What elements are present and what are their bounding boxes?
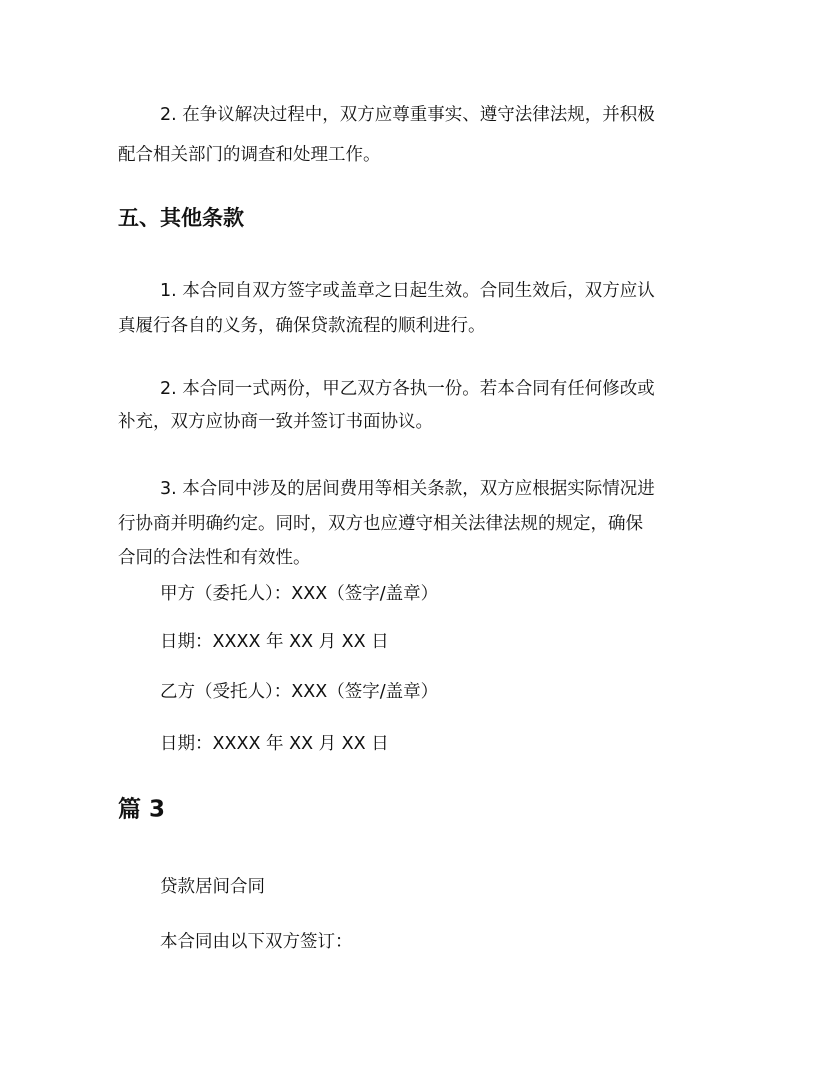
section-heading: 五、其他条款 bbox=[118, 206, 244, 230]
paragraph-line: 行协商并明确约定。同时，双方也应遵守相关法律法规的规定，确保 bbox=[118, 514, 643, 534]
paragraph-line: 3. 本合同中涉及的居间费用等相关条款，双方应根据实际情况进 bbox=[160, 479, 655, 499]
paragraph-line: 真履行各自的义务，确保贷款流程的顺利进行。 bbox=[118, 316, 486, 336]
party-b-date: 日期：XXXX 年 XX 月 XX 日 bbox=[160, 734, 389, 754]
contract-intro: 本合同由以下双方签订： bbox=[160, 932, 353, 952]
paragraph-line: 2. 本合同一式两份，甲乙双方各执一份。若本合同有任何修改或 bbox=[160, 379, 655, 399]
paragraph-line: 2. 在争议解决过程中，双方应尊重事实、遵守法律法规，并积极 bbox=[160, 105, 655, 125]
paragraph-line: 1. 本合同自双方签字或盖章之日起生效。合同生效后，双方应认 bbox=[160, 281, 655, 301]
paragraph-line: 合同的合法性和有效性。 bbox=[118, 548, 311, 568]
part-heading: 篇 3 bbox=[118, 796, 166, 823]
contract-title: 贷款居间合同 bbox=[160, 877, 265, 897]
paragraph-line: 配合相关部门的调查和处理工作。 bbox=[118, 145, 381, 165]
party-b-signature: 乙方（受托人）：XXX（签字/盖章） bbox=[160, 682, 439, 702]
paragraph-line: 补充，双方应协商一致并签订书面协议。 bbox=[118, 412, 433, 432]
party-a-signature: 甲方（委托人）：XXX（签字/盖章） bbox=[160, 584, 439, 604]
party-a-date: 日期：XXXX 年 XX 月 XX 日 bbox=[160, 632, 389, 652]
